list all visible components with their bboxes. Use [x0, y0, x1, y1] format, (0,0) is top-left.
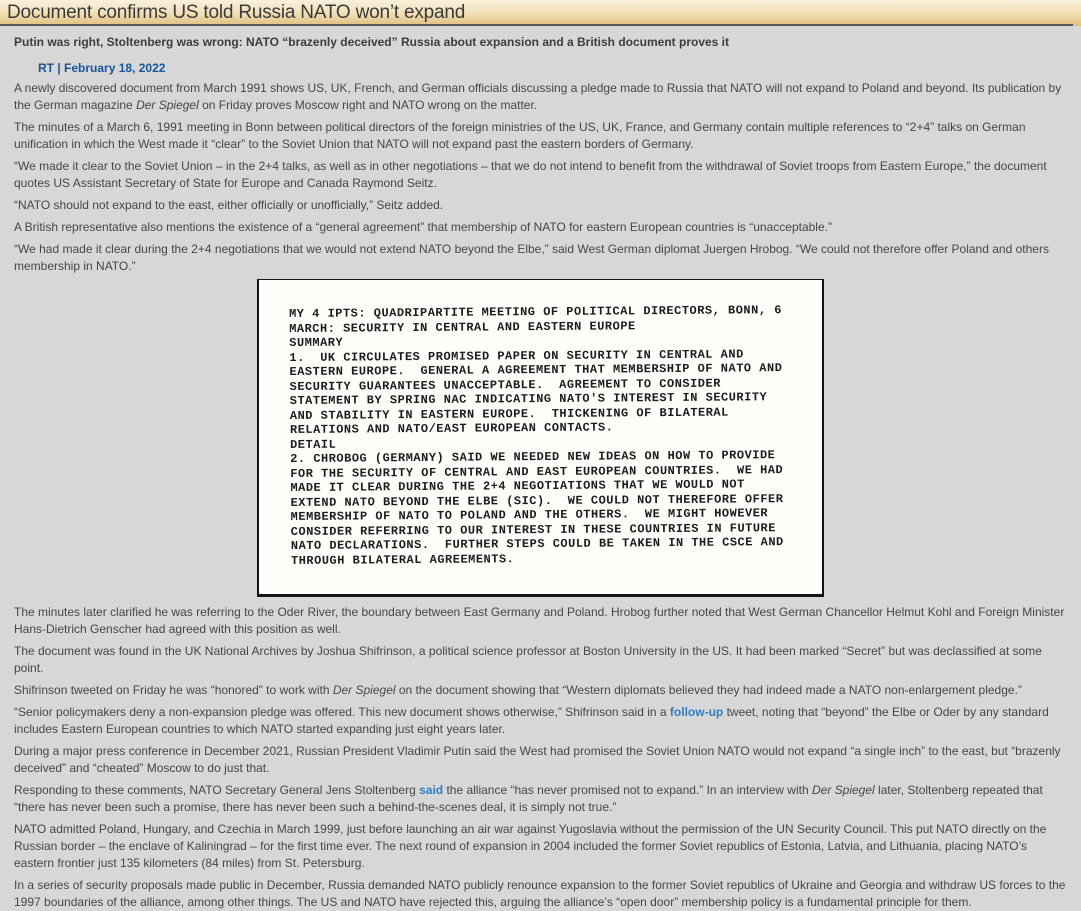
article-paragraph: [14, 682, 1067, 699]
article-paragraph: [14, 643, 1067, 677]
paragraph-text: NATO admitted Poland, Hungary, and Czechia in March 1999, just before launching an air war against Yugoslavia without the permission of the UN Security Council. This put NATO directly on the Russian border – the enclave of Kaliningrad – for the first time ever. The next round of expansion in 2004 included the former Soviet republics of Estonia, Latvia, and Lithuania, placing NATO’s eastern frontier just 135 kilometers (84 miles) from St. Petersburg.: [14, 822, 1047, 870]
inline-link[interactable]: follow-up: [669, 705, 724, 719]
article-paragraph: [14, 604, 1067, 638]
paragraph-text: “Senior policymakers deny a non-expansion pledge was offered. This new document shows otherwise,” Shifrinson said in a: [14, 705, 670, 719]
paragraph-text: tweet, noting that “beyond” the Elbe or Oder by any standard includes Eastern European countries to which NATO started expanding just eight years later.: [14, 705, 1049, 736]
paragraph-text: During a major press conference in December 2021, Russian President Vladimir Putin said the West had promised the Soviet Union NATO would not expand “a single inch” to the east, but “brazenly deceived” and “cheated” Moscow to do just that.: [14, 744, 1061, 775]
article-paragraph: [14, 241, 1067, 275]
paragraph-text: A newly discovered document from March 1991 shows US, UK, French, and German officials discussing a pledge made to Russia that NATO will not expand to Poland and beyond. Its publication by the German magazine: [14, 81, 1062, 112]
italic-text: Der Spiegel: [136, 98, 199, 112]
paragraph-text: “NATO should not expand to the east, either officially or unofficially,” Seitz added.: [14, 198, 444, 212]
paragraph-text: In a series of security proposals made public in December, Russia demanded NATO publicly renounce expansion to the former Soviet republics of Ukraine and Georgia and withdraw US forces to the 1997 boundaries of the alliance, among other things. The US and NATO have rejected this, arguing the alliance’s “open door” membership policy is a fundamental principle for them.: [14, 878, 1066, 909]
paragraph-text: on Friday proves Moscow right and NATO wrong on the matter.: [198, 98, 538, 112]
document-scan-image: [257, 279, 824, 597]
article-paragraph: [14, 821, 1067, 872]
article-paragraph: [14, 197, 1067, 214]
article-body-bottom: [14, 604, 1067, 911]
article-byline: RT | February 18, 2022: [38, 61, 166, 75]
italic-text: Der Spiegel: [811, 783, 875, 797]
inline-link[interactable]: said: [419, 783, 444, 797]
header-divider: [0, 24, 1073, 26]
article-paragraph: [14, 877, 1067, 911]
paragraph-text: Responding to these comments, NATO Secretary General Jens Stoltenberg: [14, 783, 420, 797]
paragraph-text: The minutes of a March 6, 1991 meeting in Bonn between political directors of the foreign ministries of the US, UK, France, and Germany contain multiple references to “2+4” talks on German unification in which the West made it “clear” to the Soviet Union that NATO will not expand past the eastern borders of Germany.: [14, 120, 1026, 151]
article-paragraph: [14, 80, 1067, 114]
article-subtitle: Putin was right, Stoltenberg was wrong: NATO “brazenly deceived” Russia about expansion and a British document proves it: [14, 35, 730, 49]
paragraph-text: “We made it clear to the Soviet Union – in the 2+4 talks, as well as in other negotiations – that we do not intend to benefit from the withdrawal of Soviet troops from Eastern Europe,” the document quotes US Assistant Secretary of State for Europe and Canada Raymond Seitz.: [14, 159, 1047, 190]
article-paragraph: [14, 743, 1067, 777]
document-scan-text: MY 4 IPTS: QUADRIPARTITE MEETING OF POLITICAL DIRECTORS, BONN, 6 MARCH: SECURITY IN CENTRAL AND EASTERN EUROPE SUMMARY 1. UK CIRCULATES PROMISED PAPER ON SECURITY IN CENTRAL AND EASTERN EUROPE. GENERAL A AGREEMENT THAT MEMBERSHIP OF NATO AND SECURITY GUARANTEES UNACCEPTABLE. AGREEMENT TO CONSIDER STATEMENT BY SPRING NAC INDICATING NATO'S INTEREST IN SECURITY AND STABILITY IN EASTERN EUROPE. THICKENING OF BILATERAL RELATIONS AND NATO/EAST EUROPEAN CONTACTS. DETAIL 2. CHROBOG (GERMANY) SAID WE NEEDED NEW IDEAS ON HOW TO PROVIDE FOR THE SECURITY OF CENTRAL AND EAST EUROPEAN COUNTRIES. WE HAD MADE IT CLEAR DURING THE 2+4 NEGOTIATIONS THAT WE WOULD NOT EXTEND NATO BEYOND THE ELBE (SIC). WE COULD NOT THEREFORE OFFER MEMBERSHIP OF NATO TO POLAND AND THE OTHERS. WE MIGHT HOWEVER CONSIDER REFERRING TO OUR INTEREST IN THESE COUNTRIES IN FUTURE NATO DECLARATIONS. FURTHER STEPS COULD BE TAKEN IN THE CSCE AND THROUGH BILATERAL AGREEMENTS.: [289, 303, 784, 568]
paragraph-text: Shifrinson tweeted on Friday he was “honored” to work with: [14, 683, 333, 697]
paragraph-text: A British representative also mentions the existence of a “general agreement” that membership of NATO for eastern European countries is “unacceptable.”: [14, 220, 832, 234]
paragraph-text: “We had made it clear during the 2+4 negotiations that we would not extend NATO beyond the Elbe,” said West German diplomat Juergen Hrobog. “We could not therefore offer Poland and others membership in NATO.”: [14, 242, 1049, 273]
paragraph-text: the alliance “has never promised not to expand.” In an interview with: [443, 783, 812, 797]
paragraph-text: later, Stoltenberg repeated that “there has never been such a promise, there has never been such a behind-the-scenes deal, it is simply not true.”: [14, 783, 1043, 814]
article-body-top: [14, 80, 1067, 275]
paragraph-text: The minutes later clarified he was referring to the Oder River, the boundary between East Germany and Poland. Hrobog further noted that West German Chancellor Helmut Kohl and Foreign Minister Hans-Dietrich Genscher had agreed with this position as well.: [14, 605, 1065, 636]
paragraph-text: The document was found in the UK National Archives by Joshua Shifrinson, a political science professor at Boston University in the US. It had been marked “Secret” but was declassified at some point.: [14, 644, 1042, 675]
page-header: [0, 0, 1081, 26]
article-paragraph: [14, 704, 1067, 738]
article-paragraph: [14, 119, 1067, 153]
page-title: Document confirms US told Russia NATO won’t expand: [7, 2, 466, 23]
italic-text: Der Spiegel: [332, 683, 396, 697]
article-paragraph: [14, 219, 1067, 236]
article-paragraph: [14, 782, 1067, 816]
article-paragraph: [14, 158, 1067, 192]
article-content: [0, 35, 1081, 911]
paragraph-text: on the document showing that “Western diplomats believed they had indeed made a NATO non-enlargement pledge.”: [395, 683, 1022, 697]
